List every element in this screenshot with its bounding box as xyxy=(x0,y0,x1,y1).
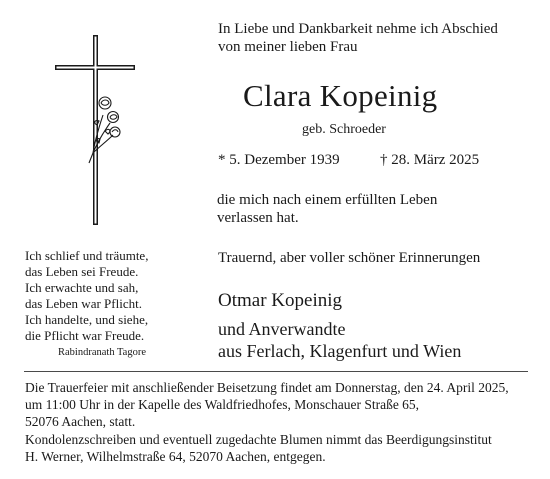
passing-text xyxy=(217,191,437,227)
poem-author: Rabindranath Tagore xyxy=(58,347,146,358)
service-line: Die Trauerfeier mit anschließender Beisetzung findet am Donnerstag, den 24. April 2025, xyxy=(25,380,509,395)
cross-with-roses-icon xyxy=(55,35,135,230)
mourner-family xyxy=(218,318,461,362)
grief-line: Trauernd, aber voller schöner Erinnerungen xyxy=(218,250,481,266)
family-line: aus Ferlach, Klagenfurt und Wien xyxy=(218,341,462,361)
poem-line: das Leben sei Freude. xyxy=(25,264,139,279)
passing-line: verlassen hat. xyxy=(217,210,299,226)
intro-text xyxy=(218,20,498,56)
divider xyxy=(24,371,528,372)
condolence-notice xyxy=(25,431,492,465)
family-line: und Anverwandte xyxy=(218,319,346,339)
poem-line: Ich handelte, und siehe, xyxy=(25,312,149,327)
poem-line: das Leben war Pflicht. xyxy=(25,296,142,311)
intro-line: von meiner lieben Frau xyxy=(218,39,358,55)
death-date: † 28. März 2025 xyxy=(380,152,480,168)
birth-name: geb. Schroeder xyxy=(302,122,386,137)
condolence-line: Kondolenzschreiben und eventuell zugedachte Blumen nimmt das Beerdigungsinstitut xyxy=(25,432,492,447)
service-notice xyxy=(25,379,509,430)
poem-line: Ich erwachte und sah, xyxy=(25,280,139,295)
mourner-husband: Otmar Kopeinig xyxy=(218,290,343,311)
poem xyxy=(25,248,148,344)
service-line: 52076 Aachen, statt. xyxy=(25,414,136,429)
deceased-name: Clara Kopeinig xyxy=(243,78,438,113)
intro-line: In Liebe und Dankbarkeit nehme ich Abschied xyxy=(218,21,498,37)
passing-line: die mich nach einem erfüllten Leben xyxy=(217,192,438,208)
birth-date: * 5. Dezember 1939 xyxy=(218,152,340,168)
service-line: um 11:00 Uhr in der Kapelle des Waldfriedhofes, Monschauer Straße 65, xyxy=(25,397,420,412)
poem-line: Ich schlief und träumte, xyxy=(25,248,149,263)
poem-line: die Pflicht war Freude. xyxy=(25,328,145,343)
condolence-line: H. Werner, Wilhelmstraße 64, 52070 Aachen, entgegen. xyxy=(25,449,326,464)
